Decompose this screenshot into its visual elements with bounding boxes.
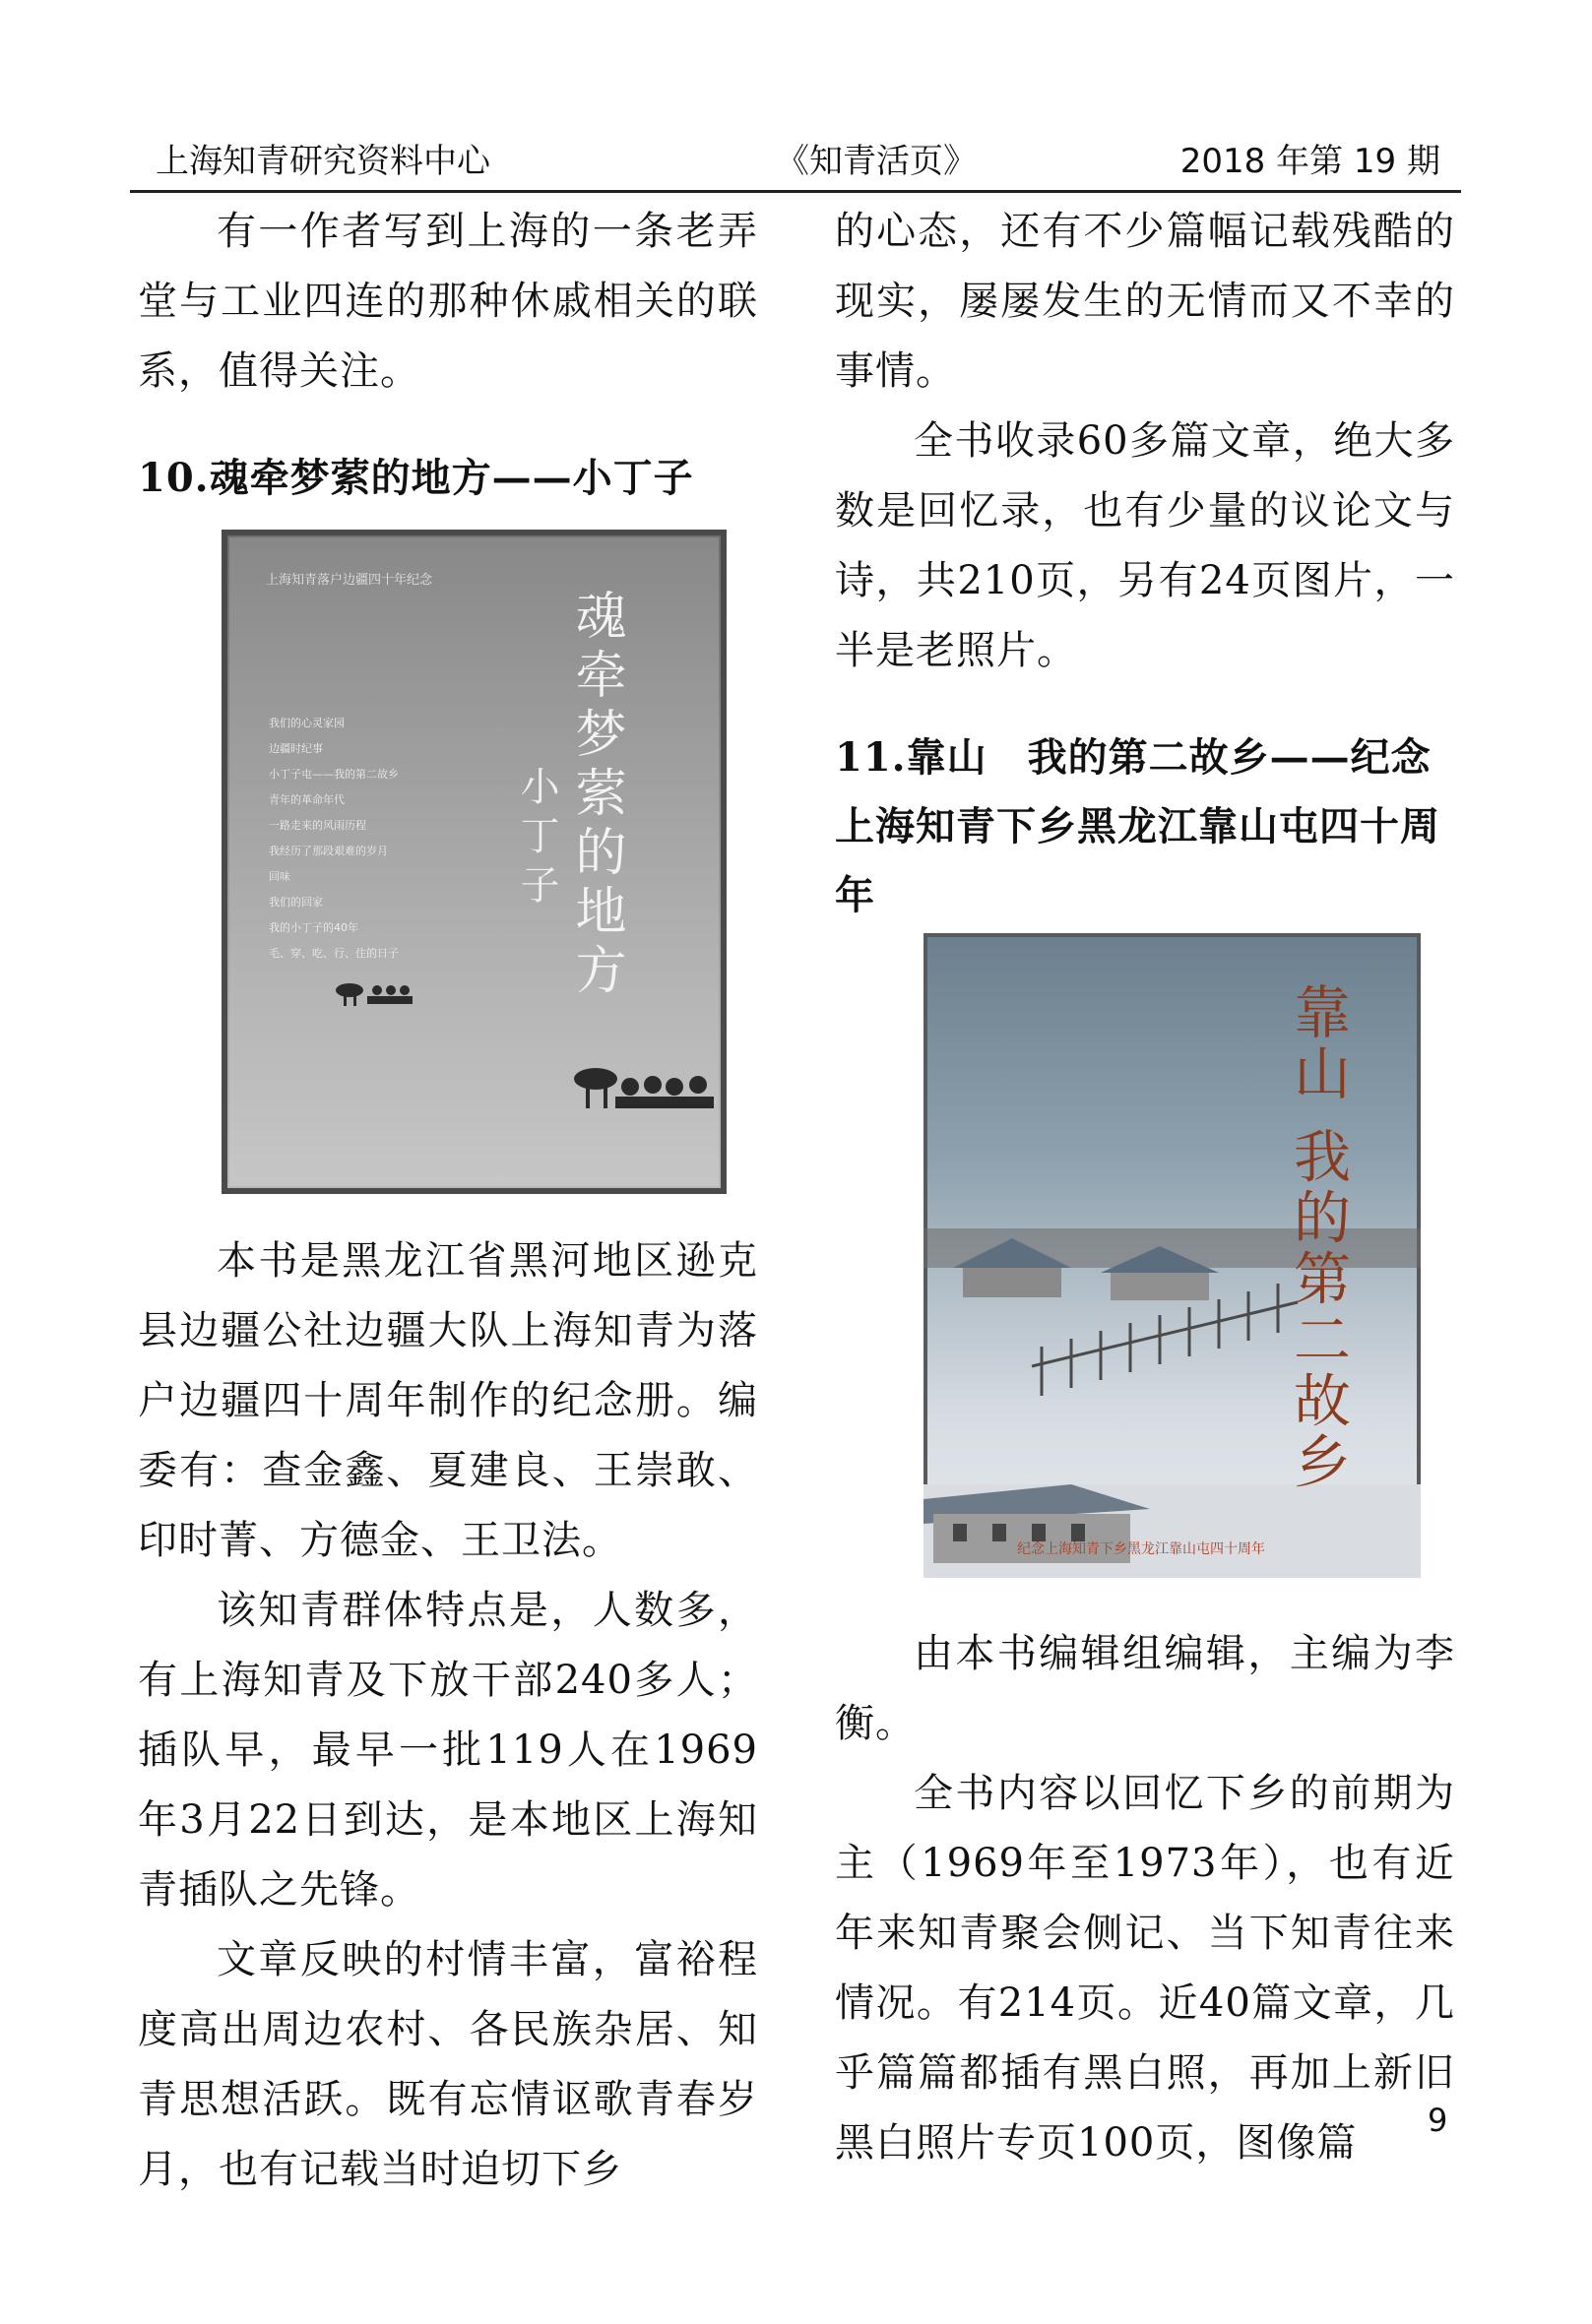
cover1-toc-item: 毛、穿、吃、行、住的日子: [269, 947, 399, 960]
body-paragraph: 全书收录60多篇文章，绝大多数是回忆录，也有少量的议论文与诗，共210页，另有24页图片，一半是老照片。: [835, 418, 1455, 673]
body-paragraph: 本书是黑龙江省黑河地区逊克县边疆公社边疆大队上海知青为落户边疆四十周年制作的纪念册。编委有：查金鑫、夏建良、王崇敢、印时菁、方德金、王卫法。: [138, 1238, 758, 1563]
cover2-title-calligraphy: 靠山 我的第二故乡: [1284, 982, 1351, 1493]
header-rule: [130, 190, 1461, 193]
cover1-toc-item: 我经历了那段艰难的岁月: [269, 845, 388, 857]
intro-paragraph: 有一作者写到上海的一条老弄堂与工业四连的那种休戚相关的联系，值得关注。: [138, 209, 758, 394]
section-heading-10: 10.魂牵梦萦的地方——小丁子: [138, 455, 694, 501]
body-paragraph: 该知青群体特点是，人数多，有上海知青及下放干部240多人；插队早，最早一批119人在1969年3月22日到达，是本地区上海知青插队之先锋。: [138, 1588, 758, 1913]
book-cover-kaoshan: [923, 933, 1421, 1578]
cover1-toc-item: 我们的回家: [269, 896, 323, 909]
page-number: 9: [1428, 2102, 1448, 2139]
body-paragraph: 全书内容以回忆下乡的前期为主（1969年至1973年），也有近年来知青聚会侧记、当下知青往来情况。有214页。近40篇文章，几乎篇篇都插有黑白照，再加上新旧黑白照片专页100页，图像篇: [835, 1771, 1455, 2166]
body-paragraph: 文章反映的村情丰富，富裕程度高出周边农村、各民族杂居、知青思想活跃。既有忘情讴歌青春岁月，也有记载当时迫切下乡: [138, 1937, 758, 2192]
header-publisher: 上海知青研究资料中心: [156, 142, 490, 181]
header-journal-title: 《知青活页》: [776, 142, 977, 181]
cover1-toc-item: 一路走来的风雨历程: [269, 819, 366, 832]
cover1-top-text: 上海知青落户边疆四十年纪念: [266, 573, 433, 588]
header-issue: 2018 年第 19 期: [1179, 142, 1440, 181]
page-header: [156, 126, 1440, 185]
cover1-toc-item: 边疆时纪事: [269, 742, 323, 755]
cover1-subtitle-calligraphy: 小丁子: [514, 766, 559, 913]
section-heading-11: 11.靠山 我的第二故乡——纪念上海知青下乡黑龙江靠山屯四十周年: [835, 734, 1440, 918]
book-cover-xiaodingzi: [222, 530, 727, 1194]
cover1-toc-item: 我的小丁子的40年: [269, 921, 358, 934]
left-column: [138, 197, 758, 2205]
continuation-paragraph: 的心态，还有不少篇幅记载残酷的现实，屡屡发生的无情而又不幸的事情。: [835, 209, 1455, 394]
cover1-toc-item: 我们的心灵家园: [269, 717, 345, 729]
cover1-toc-item: 青年的革命年代: [269, 793, 345, 806]
cover1-toc-item: 回味: [269, 870, 290, 883]
cover2-bottom-text: 纪念上海知青下乡黑龙江靠山屯四十周年: [1017, 1541, 1265, 1557]
body-paragraph: 由本书编辑组编辑，主编为李衡。: [835, 1631, 1455, 1746]
cover1-title-calligraphy: 魂牵梦萦的地方: [566, 589, 625, 1002]
cover1-toc-item: 小丁子屯——我的第二故乡: [269, 768, 399, 781]
